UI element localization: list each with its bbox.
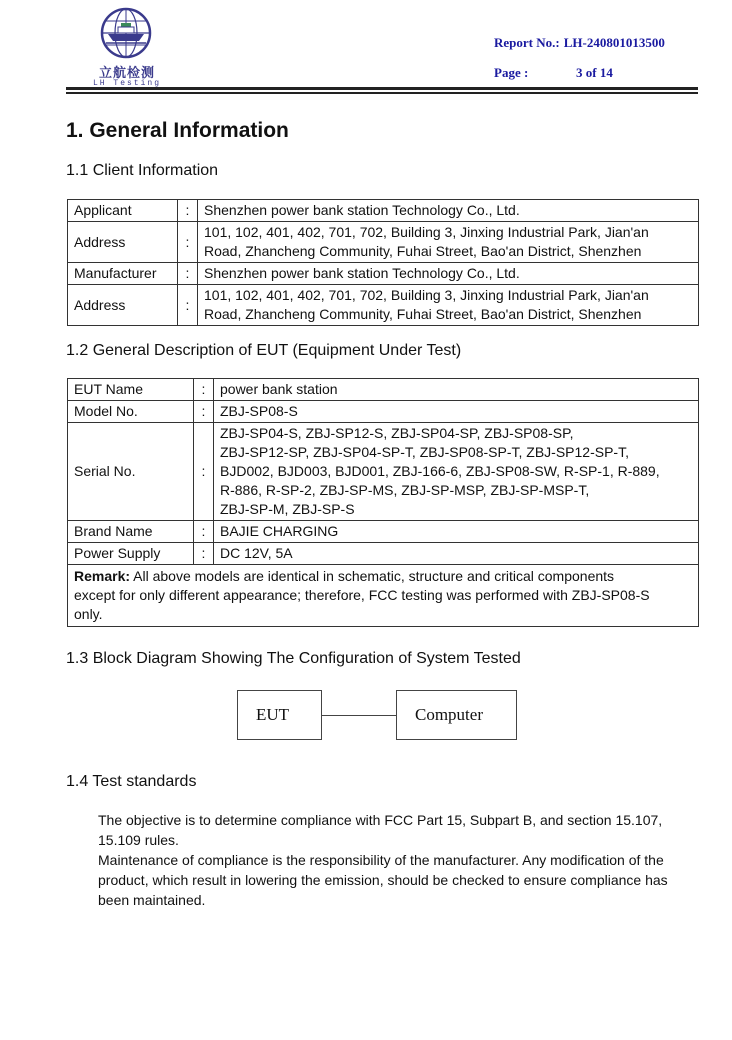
paragraph-line: Maintenance of compliance is the responsibility of the manufacturer. Any modification of the [98, 852, 664, 868]
client-info-table [67, 199, 699, 326]
report-info [494, 35, 665, 95]
row-value: Shenzhen power bank station Technology Co., Ltd. [198, 263, 699, 285]
header-divider [66, 87, 698, 94]
page-title: 1. General Information [66, 119, 289, 142]
computer-box-label: Computer [415, 705, 483, 724]
row-label: EUT Name [68, 379, 194, 401]
serial-line: ZBJ-SP12-SP, ZBJ-SP04-SP-T, ZBJ-SP08-SP-T, ZBJ-SP12-SP-T, [220, 444, 629, 460]
remark-row [68, 565, 699, 627]
row-colon: : [178, 222, 198, 263]
objective-paragraph [98, 810, 708, 910]
remark-text: except for only different appearance; therefore, FCC testing was performed with ZBJ-SP08-S [74, 587, 650, 603]
company-logo [88, 6, 166, 86]
value-line: Road, Zhancheng Community, Fuhai Street, Bao'an District, Shenzhen [204, 243, 642, 259]
section-heading-eut-description: 1.2 General Description of EUT (Equipment Under Test) [66, 342, 462, 359]
row-colon: : [194, 379, 214, 401]
report-no-value: LH-240801013500 [563, 35, 665, 50]
eut-box-label: EUT [256, 705, 290, 724]
table-row [68, 285, 699, 326]
table-row [68, 263, 699, 285]
row-label: Power Supply [68, 543, 194, 565]
row-value: BAJIE CHARGING [214, 521, 699, 543]
row-colon: : [178, 285, 198, 326]
row-value: ZBJ-SP08-S [214, 401, 699, 423]
paragraph-line: been maintained. [98, 892, 206, 908]
remark-label: Remark: [74, 568, 131, 584]
table-row [68, 222, 699, 263]
globe-ship-icon [98, 6, 154, 60]
remark-text: All above models are identical in schematic, structure and critical components [130, 568, 615, 584]
row-value [198, 285, 699, 326]
row-colon: : [194, 521, 214, 543]
remark-text: only. [74, 606, 103, 622]
table-row [68, 543, 699, 565]
row-label: Applicant [68, 200, 178, 222]
value-line: 101, 102, 401, 402, 701, 702, Building 3, Jinxing Industrial Park, Jian'an [204, 224, 649, 240]
serial-line: ZBJ-SP04-S, ZBJ-SP12-S, ZBJ-SP04-SP, ZBJ-SP08-SP, [220, 425, 574, 441]
computer-box [396, 690, 517, 740]
paragraph-line: 15.109 rules. [98, 832, 179, 848]
row-colon: : [178, 200, 198, 222]
table-row [68, 401, 699, 423]
serial-line: BJD002, BJD003, BJD001, ZBJ-166-6, ZBJ-SP08-SW, R-SP-1, R-889, [220, 463, 660, 479]
row-value: Shenzhen power bank station Technology Co., Ltd. [198, 200, 699, 222]
row-colon: : [178, 263, 198, 285]
eut-box [237, 690, 322, 740]
paragraph-line: product, which result in lowering the emission, should be checked to ensure compliance has [98, 872, 668, 888]
table-row [68, 423, 699, 521]
row-label: Address [68, 222, 178, 263]
row-label: Serial No. [68, 423, 194, 521]
row-value [198, 222, 699, 263]
row-colon: : [194, 543, 214, 565]
report-no-label: Report No.: [494, 35, 560, 50]
section-heading-block-diagram: 1.3 Block Diagram Showing The Configuration of System Tested [66, 650, 521, 667]
logo-chinese-text: 立航检测 [98, 66, 155, 81]
value-line: 101, 102, 401, 402, 701, 702, Building 3, Jinxing Industrial Park, Jian'an [204, 287, 649, 303]
row-value: power bank station [214, 379, 699, 401]
row-label: Address [68, 285, 178, 326]
section-heading-test-standards: 1.4 Test standards [66, 773, 197, 790]
row-value [214, 423, 699, 521]
block-diagram [237, 690, 517, 742]
page-value: 3 of 14 [576, 65, 613, 80]
serial-line: ZBJ-SP-M, ZBJ-SP-S [220, 501, 355, 517]
section-heading-client-info: 1.1 Client Information [66, 162, 219, 179]
paragraph-line: The objective is to determine compliance with FCC Part 15, Subpart B, and section 15.107, [98, 812, 663, 828]
table-row [68, 379, 699, 401]
row-label: Brand Name [68, 521, 194, 543]
row-label: Model No. [68, 401, 194, 423]
eut-description-table [67, 378, 699, 627]
row-colon: : [194, 423, 214, 521]
value-line: Road, Zhancheng Community, Fuhai Street, Bao'an District, Shenzhen [204, 306, 642, 322]
row-label: Manufacturer [68, 263, 178, 285]
remark-cell [68, 565, 699, 627]
row-value: DC 12V, 5A [214, 543, 699, 565]
row-colon: : [194, 401, 214, 423]
logo-english-text: LH Testing [92, 79, 161, 88]
table-row [68, 200, 699, 222]
serial-line: R-886, R-SP-2, ZBJ-SP-MS, ZBJ-SP-MSP, ZBJ-SP-MSP-T, [220, 482, 590, 498]
connection-line [321, 715, 397, 716]
table-row [68, 521, 699, 543]
page-label: Page : [494, 65, 529, 80]
